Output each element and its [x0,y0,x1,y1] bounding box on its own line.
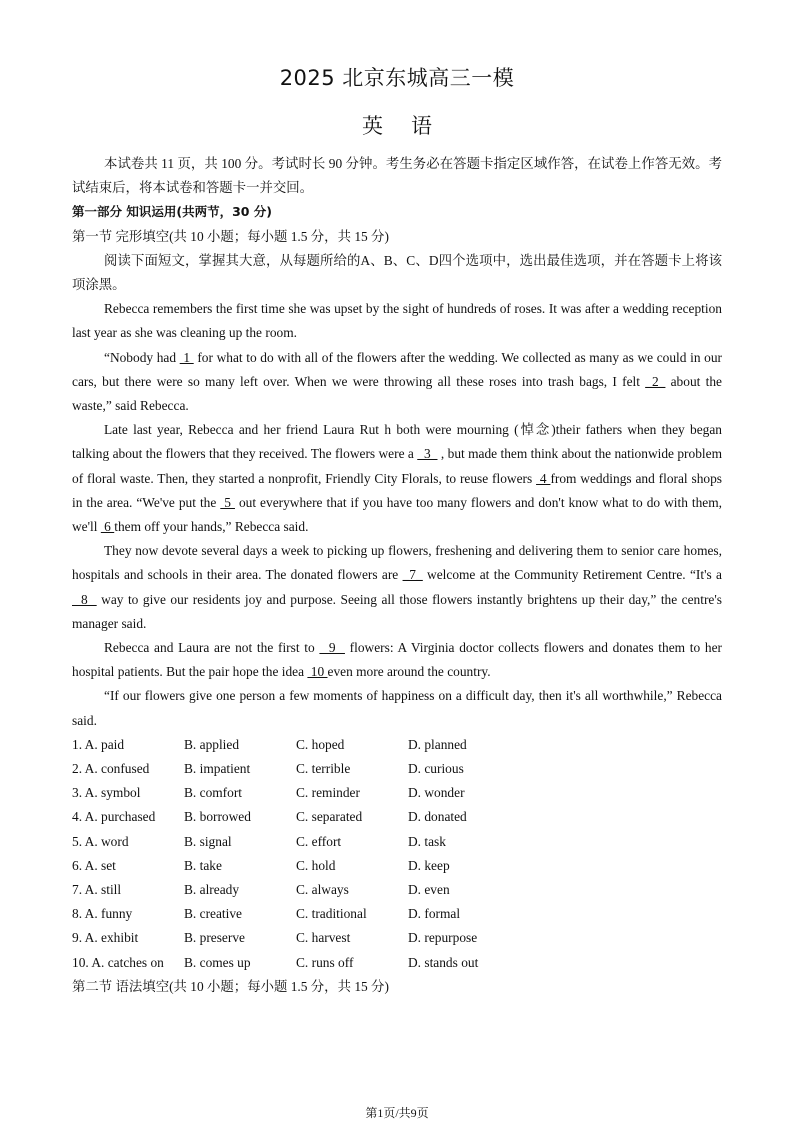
passage-paragraph: Rebecca and Laura are not the first to 9 flowers: A Virginia doctor collects flowers and donates them to her hospital patients. But the pair hope the idea 10 even more around the country. [72,640,722,680]
exam-title: 2025 北京东城高三一模 [279,66,515,90]
option-row: 6. A. set B. take C. hold D. keep [72,857,450,873]
passage-paragraph: They now devote several days a week to picking up flowers, freshening and delivering them to senior care homes, hospitals and schools in their area. The donated flowers are _7_ welcome at the Community Retirement Centre. “It's a 8 way to give our residents joy and purpose. Seeing all those flowers instantly brightens up their day,” the centre's manager said. [72,543,722,631]
blank-7: _7_ [402,567,423,583]
blank-5: 5 [220,494,235,510]
option-row: 7. A. still B. already C. always D. even [72,882,450,897]
blank-3: 3 [417,446,438,462]
option-row: 4. A. purchased B. borrowed C. separated D. donated [72,809,467,825]
instructions: 本试卷共 11 页，共 100 分。考试时长 90 分钟。考生务必在答题卡指定区域作答，在试卷上作答无效。考试结束后，将本试卷和答题卡一并交回。 [72,156,722,196]
blank-6: 6 [100,519,115,535]
option-row: 9. A. exhibit B. preserve C. harvest D. repurpose [72,930,478,946]
passage-paragraph: Late last year, Rebecca and her friend Laura Rut h both were mourning (悼念)their fathers when they began talking about the flowers that they received. The flowers were a 3 , but made them think about the nationwide problem of floral waste. Then, they started a nonprofit, Friendly City Florals, to reuse flowers 4 from weddings and floral shops in the area. “We've put the 5 out everywhere that if you have too many flowers and don't know what to do with them, we'll 6 them off your hands,” Rebecca said. [72,422,722,535]
part-heading: 第一部分 知识运用(共两节，30 分) [72,204,273,220]
option-row: 3. A. symbol B. comfort C. reminder D. wonder [72,785,465,801]
section-heading: 第二节 语法填空(共 10 小题；每小题 1.5 分，共 15 分) [72,978,389,994]
option-row: 2. A. confused B. impatient C. terrible D. curious [72,761,464,777]
option-row: 8. A. funny B. creative C. traditional D. formal [72,906,461,922]
blank-2: _2_ [645,373,666,389]
option-row: 1. A. paid B. applied C. hoped D. planned [72,736,467,752]
exam-subject: 英语 [362,114,460,138]
exam-body [72,152,722,999]
blank-1: 1 [179,349,194,365]
blank-4: 4 [536,470,551,486]
option-row: 5. A. word B. signal C. effort D. task [72,833,446,849]
section-heading: 第一节 完形填空(共 10 小题；每小题 1.5 分，共 15 分) [72,228,389,244]
page-number: 第1页/共9页 [365,1106,429,1120]
blank-10: 10 [307,664,328,680]
directions: 阅读下面短文，掌握其大意，从每题所给的A、B、C、D四个选项中，选出最佳选项，并在答题卡上将该项涂黑。 [72,252,722,293]
blank-8: 8 [72,591,97,607]
option-row: 10. A. catches on B. comes up C. runs off D. stands out [72,954,479,970]
passage-paragraph: Rebecca remembers the first time she was upset by the sight of hundreds of roses. It was after a wedding reception last year as she was cleaning up the room. [72,301,722,341]
passage-paragraph: “If our flowers give one person a few moments of happiness on a difficult day, then it's all worthwhile,” Rebecca said. [72,688,722,728]
passage-paragraph: “Nobody had 1 for what to do with all of the flowers after the wedding. We collected as many as we could in our cars, but there were so many left over. When we were throwing all these roses into trash bags, I felt _2_ about the waste,” said Rebecca. [72,349,723,414]
options-list [72,733,722,975]
blank-9: 9 [319,640,345,656]
